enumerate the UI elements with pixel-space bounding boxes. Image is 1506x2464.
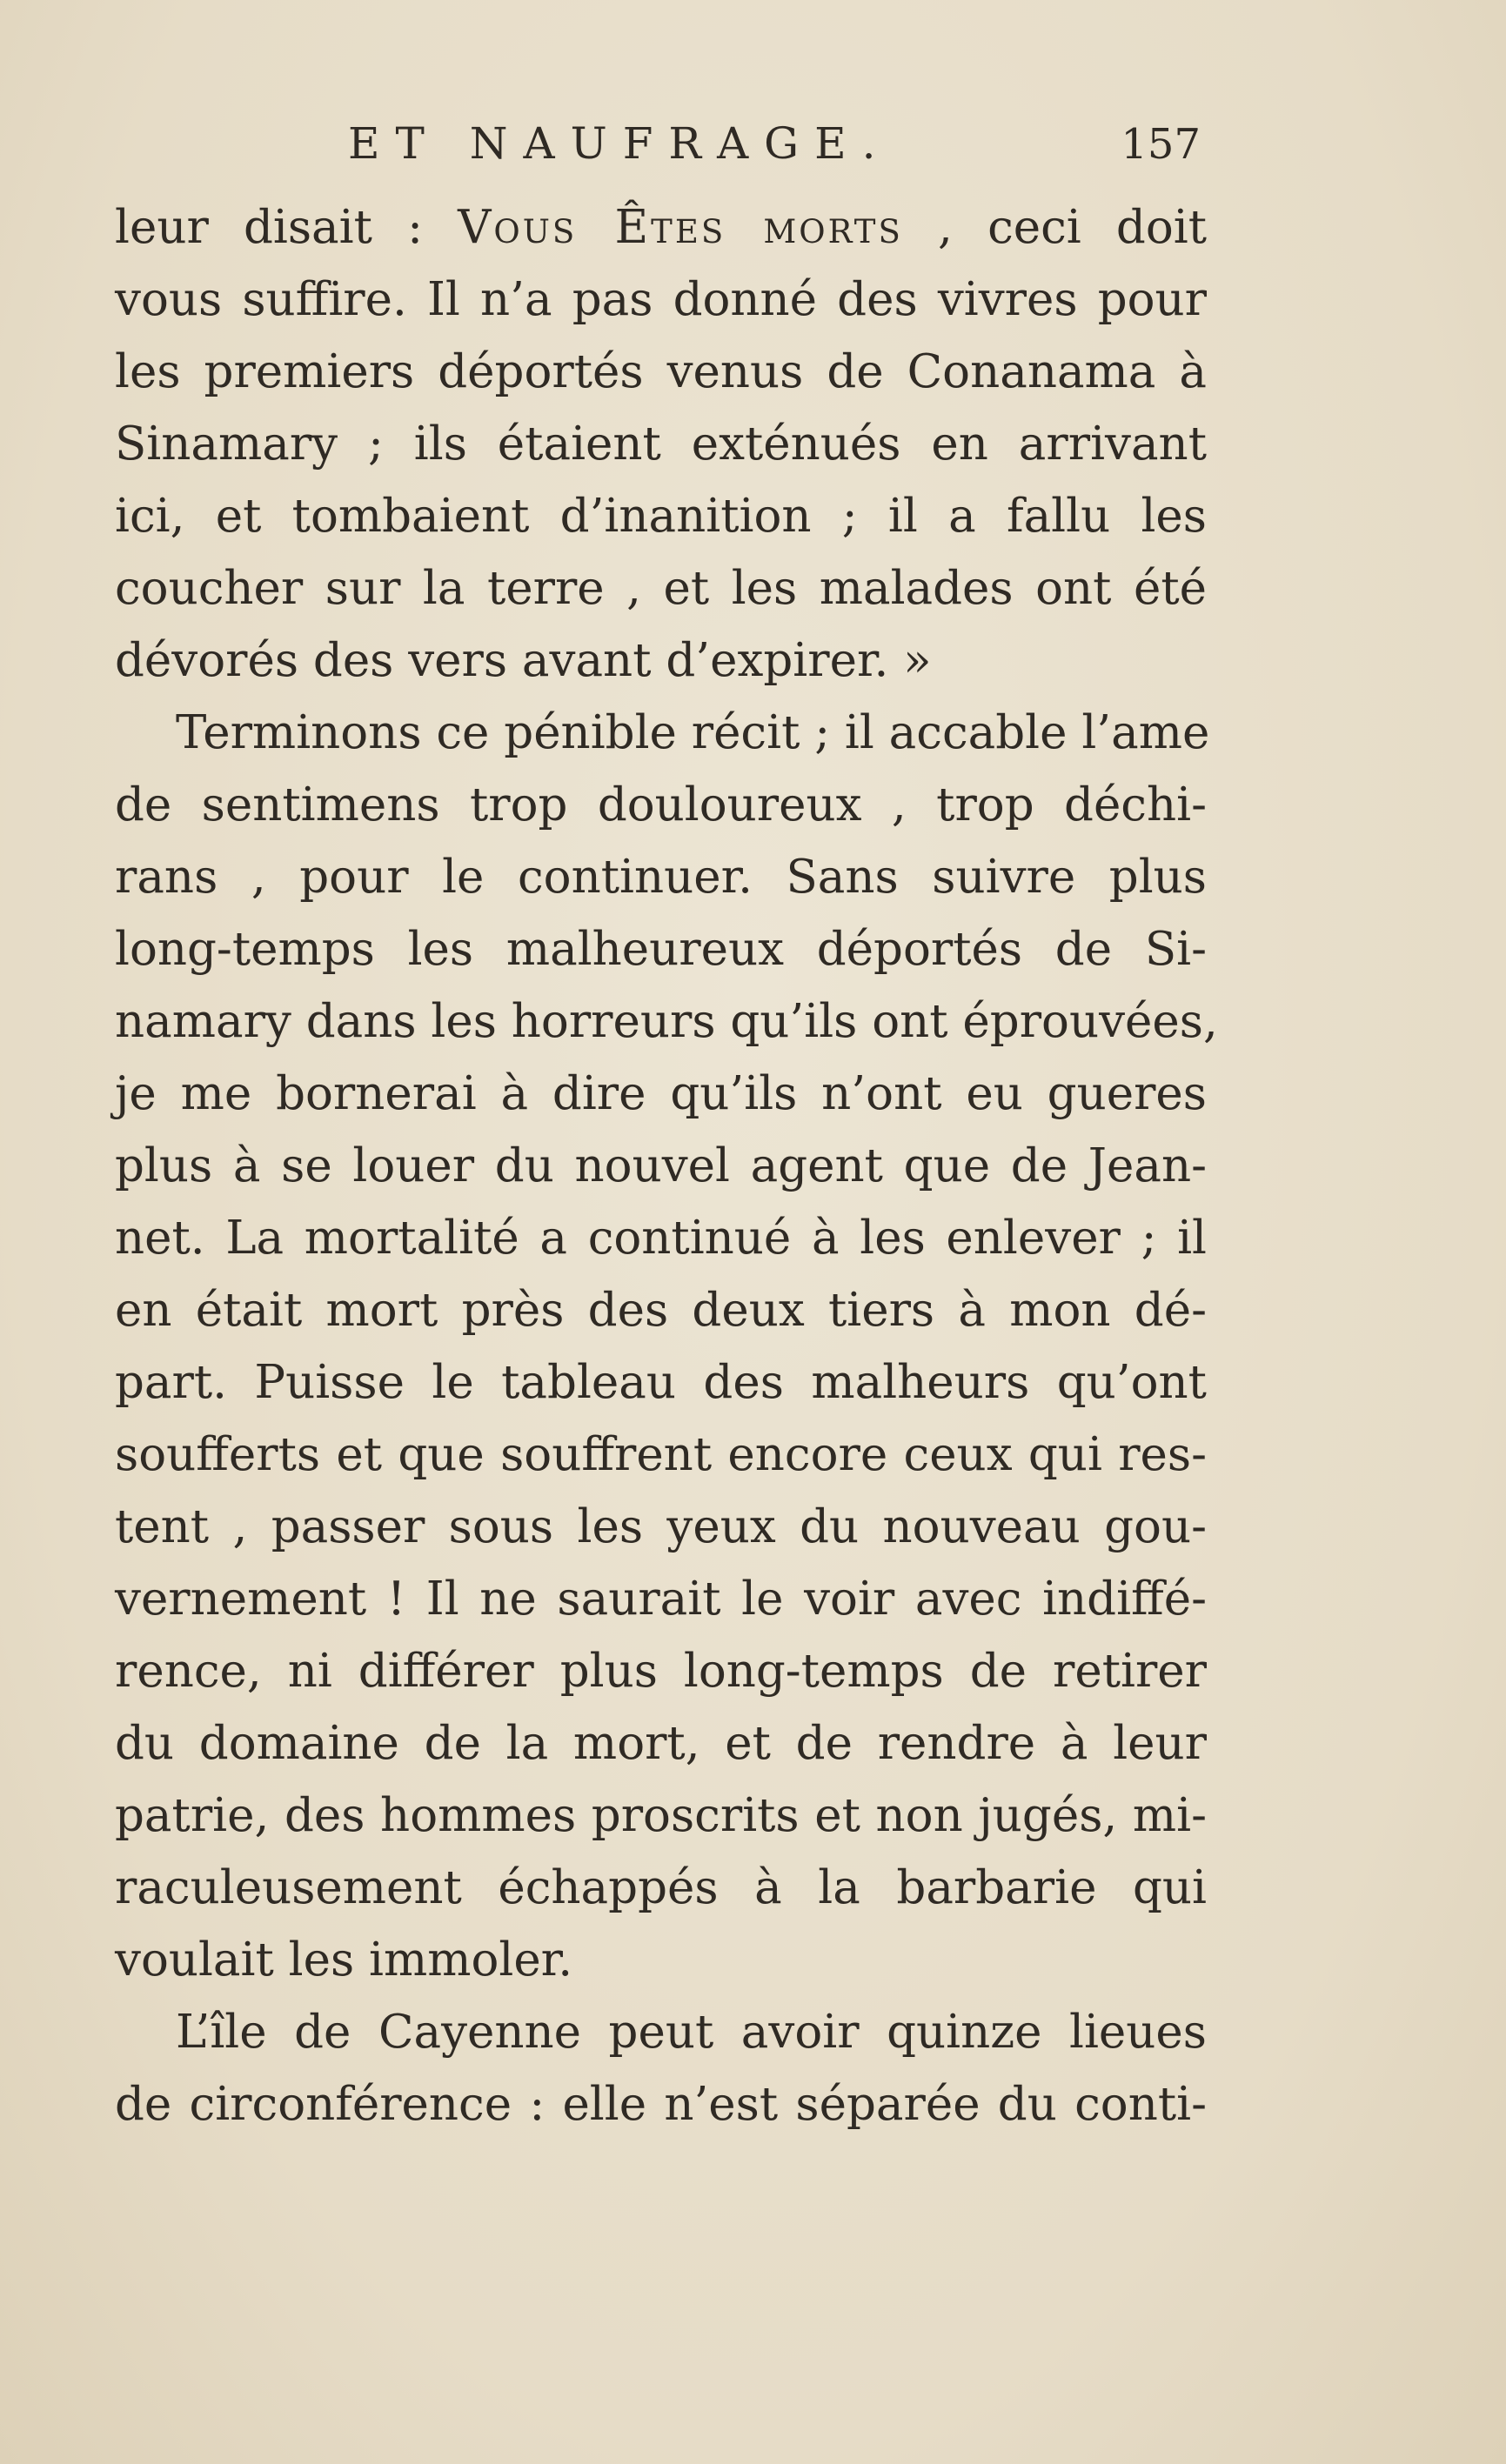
text-segment: , ceci doit — [902, 201, 1208, 254]
text-line: vous suffire. Il n’a pas donné des vivres pour — [115, 273, 1207, 326]
text-line: L’île de Cayenne peut avoir quinze lieues — [176, 2006, 1207, 2059]
text-segment: leur disait : — [115, 201, 458, 254]
text-line: Sinamary ; ils étaient exténués en arrivant — [115, 417, 1207, 471]
text-line: de circonférence : elle n’est séparée du conti- — [115, 2078, 1207, 2131]
text-line: coucher sur la terre , et les malades ont été — [115, 562, 1207, 615]
text-line: patrie, des hommes proscrits et non jugés, mi- — [115, 1789, 1207, 1842]
text-line: soufferts et que souffrent encore ceux qui res- — [115, 1428, 1207, 1481]
text-line: raculeusement échappés à la barbarie qui — [115, 1861, 1207, 1914]
text-line: du domaine de la mort, et de rendre à leur — [115, 1717, 1207, 1770]
paragraph — [115, 697, 1218, 1996]
text-line: namary dans les horreurs qu’ils ont éprouvées, — [115, 995, 1218, 1048]
text-line: long-temps les malheureux déportés de Si- — [115, 923, 1207, 976]
text-line: de sentimens trop douloureux , trop déchi- — [115, 778, 1207, 831]
text-line: net. La mortalité a continué à les enlever ; il — [115, 1212, 1207, 1265]
small-caps-phrase: Vous Êtes morts — [458, 201, 903, 254]
text-line — [115, 191, 1207, 264]
text-line: je me bornerai à dire qu’ils n’ont eu gueres — [115, 1067, 1207, 1120]
text-line: rence, ni différer plus long-temps de retirer — [115, 1645, 1207, 1698]
text-line: les premiers déportés venus de Conanama à — [115, 345, 1207, 398]
page-number: 157 — [1121, 120, 1201, 169]
text-line: vernement ! Il ne saurait le voir avec indiffé- — [115, 1573, 1207, 1626]
text-line: dévorés des vers avant d’expirer. » — [115, 634, 932, 687]
text-line: ici, et tombaient d’inanition ; il a fallu les — [115, 490, 1207, 543]
running-title: ET NAUFRAGE. — [348, 118, 892, 169]
paragraph — [115, 1996, 1207, 2140]
text-line: en était mort près des deux tiers à mon dé- — [115, 1284, 1207, 1337]
paragraph — [115, 191, 1207, 697]
text-line: tent , passer sous les yeux du nouveau gou- — [115, 1500, 1207, 1553]
text-line: voulait les immoler. — [115, 1933, 573, 1987]
running-head — [348, 118, 1201, 179]
text-line: part. Puisse le tableau des malheurs qu’ont — [115, 1356, 1207, 1409]
text-line: Terminons ce pénible récit ; il accable l’ame — [176, 706, 1210, 759]
body-text — [115, 191, 1218, 2140]
text-line: plus à se louer du nouvel agent que de Jean- — [115, 1139, 1207, 1192]
text-line: rans , pour le continuer. Sans suivre plus — [115, 851, 1207, 904]
